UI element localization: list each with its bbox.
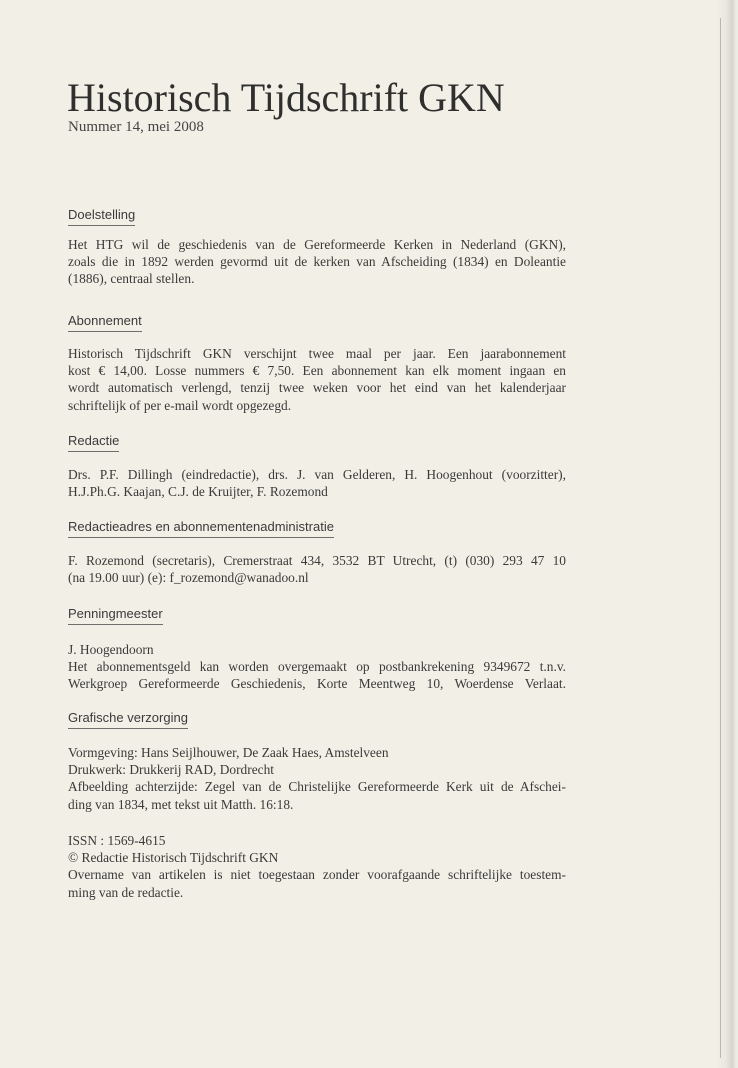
text-line: Vormgeving: Hans Seijlhouwer, De Zaak Haes, Amstelveen (68, 745, 389, 760)
text-line: Het abonnementsgeld kan worden overgemaakt op postbankrekening 9349672 t.n.v. (68, 659, 566, 675)
text-line: Historisch Tijdschrift GKN verschijnt twee maal per jaar. Een jaarabonnement (68, 346, 566, 361)
abonnement-text (68, 345, 566, 414)
copyright-line: © Redactie Historisch Tijdschrift GKN (68, 850, 279, 866)
heading-redactieadres: Redactieadres en abonnementenadministratie (68, 518, 334, 538)
text-line: J. Hoogendoorn (68, 642, 154, 657)
heading-penningmeester: Penningmeester (68, 605, 163, 625)
heading-abonnement: Abonnement (68, 312, 142, 332)
text-line: (na 19.00 uur) (e): f_rozemond@wanadoo.nl (68, 570, 309, 586)
text-line: Afbeelding achterzijde: Zegel van de Christelijke Gereformeerde Kerk uit de Afschei- (68, 779, 566, 795)
text-line: Het HTG wil de geschiedenis van de Gereformeerde Kerken in Nederland (GKN), (68, 237, 566, 252)
text-line: Drukwerk: Drukkerij RAD, Dordrecht (68, 762, 275, 778)
text-line: zoals die in 1892 werden gevormd uit de kerken van Afscheiding (1834) en Doleantie (68, 254, 566, 270)
text-line: ding van 1834, met tekst uit Matth. 16:18. (68, 796, 294, 812)
doelstelling-text (68, 236, 566, 288)
grafische-verzorging-text (68, 744, 566, 813)
issue-number: Nummer 14, mei 2008 (68, 119, 204, 135)
text-line: ming van de redactie. (68, 884, 184, 900)
issn-line: ISSN : 1569-4615 (68, 833, 166, 848)
text-line: F. Rozemond (secretaris), Cremerstraat 434, 3532 BT Utrecht, (t) (030) 293 47 10 (68, 553, 566, 568)
page-edge-line (720, 18, 721, 1058)
redactieadres-text (68, 552, 566, 586)
heading-grafische-verzorging: Grafische verzorging (68, 709, 188, 729)
text-line: kost € 14,00. Losse nummers € 7,50. Een abonnement kan elk moment ingaan en (68, 363, 566, 379)
redactie-text (68, 466, 566, 500)
text-line: Drs. P.F. Dillingh (eindredactie), drs. J. van Gelderen, H. Hoogenhout (voorzitter), (68, 467, 566, 482)
heading-redactie: Redactie (68, 432, 119, 452)
text-line: Overname van artikelen is niet toegestaan zonder voorafgaande schriftelijke toestem- (68, 867, 566, 883)
text-line: wordt automatisch verlengd, tenzij twee weken voor het eind van het kalenderjaar (68, 380, 566, 396)
text-line: Werkgroep Gereformeerde Geschiedenis, Korte Meentweg 10, Woerdense Verlaat. (68, 676, 566, 692)
journal-title: Historisch Tijdschrift GKN (67, 75, 505, 120)
colophon (68, 832, 566, 901)
penningmeester-text (68, 641, 566, 693)
text-line: schriftelijk of per e-mail wordt opgezegd. (68, 397, 292, 413)
text-line: H.J.Ph.G. Kaajan, C.J. de Kruijter, F. Rozemond (68, 484, 328, 500)
heading-doelstelling: Doelstelling (68, 206, 135, 226)
text-line: (1886), centraal stellen. (68, 271, 195, 287)
